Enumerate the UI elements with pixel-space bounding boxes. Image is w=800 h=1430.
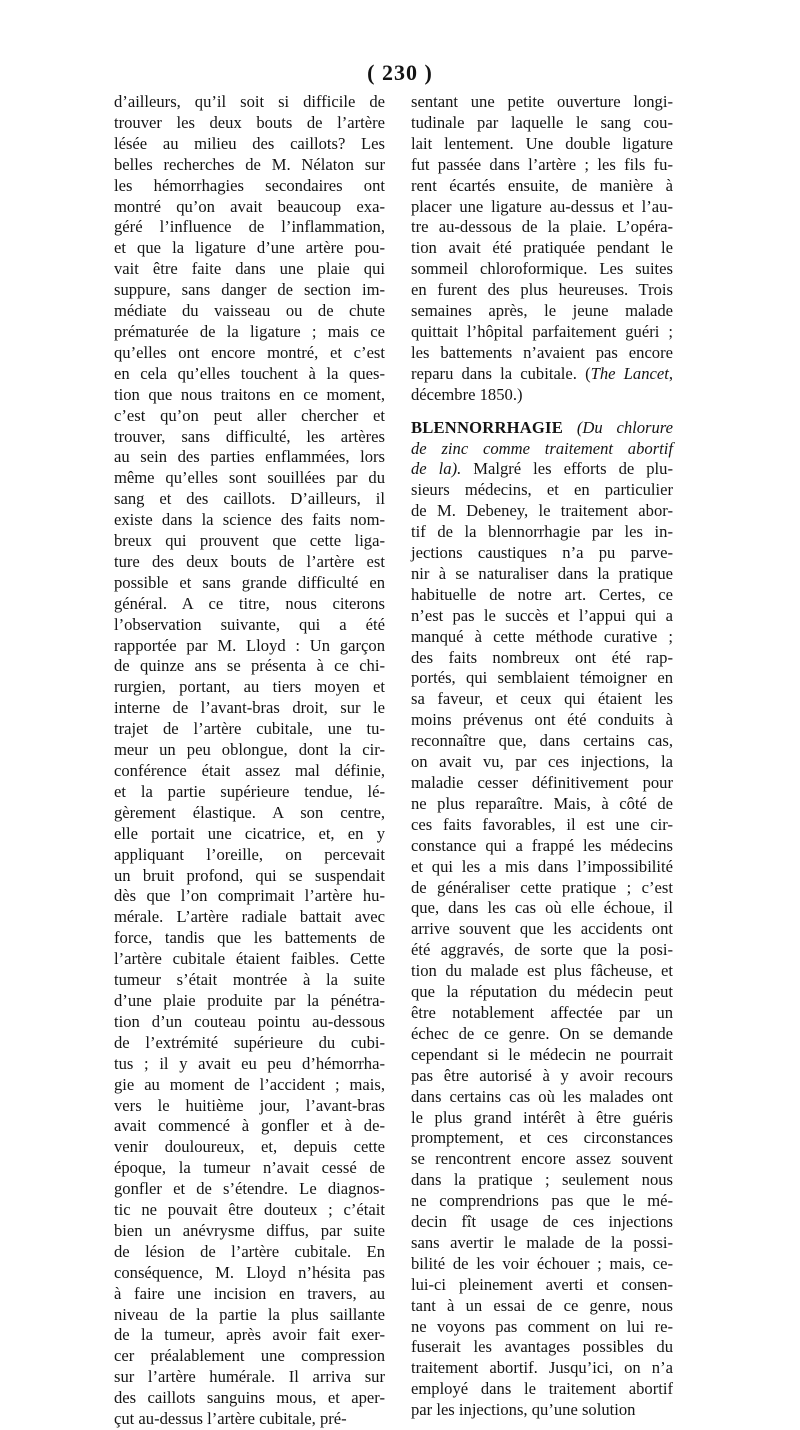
text-line: interne de l’avant-bras droit, sur le bbox=[114, 698, 385, 718]
text-line: fut passée dans l’artère ; les fils fu- bbox=[411, 154, 673, 174]
text-line: conférence était assez mal définie, bbox=[114, 761, 385, 780]
text-line: appliquant l’oreille, on percevait bbox=[114, 844, 385, 864]
text-line: vers le huitième jour, l’avant-bras bbox=[114, 1095, 385, 1115]
text-line: placer une ligature au-dessus et l’au- bbox=[411, 196, 673, 216]
text-line: des caillots sanguins mous, et aper- bbox=[114, 1388, 385, 1408]
text-line: à faire une incision en travers, au bbox=[114, 1283, 385, 1303]
text-line: tion que nous traitons en ce moment, bbox=[114, 384, 385, 404]
text-line: on avait vu, par ces injections, la bbox=[411, 752, 673, 772]
text-line: maladie cesser définitivement pour bbox=[411, 773, 673, 792]
right-column bbox=[411, 92, 673, 1421]
text-line: tumeur s’était montrée à la suite bbox=[114, 970, 385, 990]
text-line: lait lentement. Une double ligature bbox=[411, 133, 673, 153]
text-line: dans la pratique ; seulement nous bbox=[411, 1170, 673, 1190]
text-line: et qui les a mis dans l’impossibilité bbox=[411, 856, 673, 876]
text-line: n’est pas le succès et l’appui qui a bbox=[411, 605, 673, 625]
text-line: tion d’un couteau pointu au-dessous bbox=[114, 1011, 385, 1031]
text-line: cependant si le médecin ne pourrait bbox=[411, 1044, 673, 1064]
text-line: gonfler et de s’étendre. Le diagnos- bbox=[114, 1179, 385, 1199]
text-line: d’ailleurs, qu’il soit si difficile de bbox=[114, 92, 385, 111]
text-line: que la réputation du médecin peut bbox=[411, 982, 673, 1002]
text-line: nir à se naturaliser dans la pratique bbox=[411, 563, 673, 583]
text-line: prématurée de la ligature ; mais ce bbox=[114, 321, 385, 341]
text-line: médiate du vaisseau ou de chute bbox=[114, 301, 385, 321]
text-line: cer préalablement une compression bbox=[114, 1346, 385, 1366]
text-line: reconnaître que, dans certains cas, bbox=[411, 731, 673, 751]
text-line: bilité de les voir échouer ; mais, ce- bbox=[411, 1253, 673, 1273]
text-line: tion avait été pratiquée pendant le bbox=[411, 238, 673, 258]
text-line: rapportée par M. Lloyd : Un garçon bbox=[114, 635, 385, 655]
text-line: et la partie supérieure tendue, lé- bbox=[114, 781, 385, 801]
text-line: montré qu’on avait beaucoup exa- bbox=[114, 196, 385, 216]
right-column-top-text bbox=[411, 92, 673, 406]
text-line: rent écartés ensuite, de manière à bbox=[411, 175, 673, 195]
text-line: sentant une petite ouverture longi- bbox=[411, 92, 673, 111]
text-line: breux qui prouvent que cette liga- bbox=[114, 531, 385, 551]
text-line: fuserait les avantages possibles du bbox=[411, 1337, 673, 1357]
text-line: belles recherches de M. Nélaton sur bbox=[114, 154, 385, 174]
text-line: force, tandis que les battements de bbox=[114, 928, 385, 948]
text-line: avait commencé à gonfler et à de- bbox=[114, 1116, 385, 1136]
text-line: ture des deux bouts de l’artère est bbox=[114, 551, 385, 571]
text-line: de M. Debeney, le traitement abor- bbox=[411, 501, 673, 521]
text-line: employé dans le traitement abortif bbox=[411, 1379, 673, 1399]
text-line: que, dans les cas où elle échoue, il bbox=[411, 898, 673, 918]
text-line: quittait l’hôpital parfaitement guéri ; bbox=[411, 321, 673, 341]
text-line: reparu dans la cubitale. (The Lancet, bbox=[411, 363, 673, 383]
text-line: meur un peu oblongue, dont la cir- bbox=[114, 740, 385, 760]
text-line: se rencontrent encore assez souvent bbox=[411, 1149, 673, 1169]
text-line: tic ne pouvait être douteux ; c’était bbox=[114, 1200, 385, 1220]
text-line: existe dans la science des faits nom- bbox=[114, 510, 385, 530]
text-line: tion du malade est plus fâcheuse, et bbox=[411, 961, 673, 981]
text-line: ne plus reparaître. Mais, à côté de bbox=[411, 793, 673, 813]
text-line: l’artère cubitale étaient faibles. Cette bbox=[114, 949, 385, 969]
section-heading-subtitle-2: de zinc comme traitement abortif bbox=[411, 438, 673, 458]
text-line: trouver les deux bouts de l’artère bbox=[114, 112, 385, 132]
text-line: jections caustiques n’a pu parve- bbox=[411, 543, 673, 563]
text-line: habituelle de notre art. Certes, ce bbox=[411, 584, 673, 604]
text-line: conséquence, M. Lloyd n’hésita pas bbox=[114, 1262, 385, 1282]
text-line: manqué à cette méthode curative ; bbox=[411, 626, 673, 646]
text-line: géré l’influence de l’inflammation, bbox=[114, 217, 385, 237]
text-line: decin fît usage de ces injections bbox=[411, 1212, 673, 1232]
text-line: trouver, sans difficulté, les artères bbox=[114, 426, 385, 446]
text-line: tif de la blennorrhagie par les in- bbox=[411, 522, 673, 542]
text-line: l’observation suivante, qui a été bbox=[114, 614, 385, 634]
text-line: lésée au milieu des caillots? Les bbox=[114, 133, 385, 153]
text-line: promptement, et ces circonstances bbox=[411, 1128, 673, 1148]
text-line: vait être faite dans une plaie qui bbox=[114, 259, 385, 279]
section-heading-subtitle-3-line bbox=[411, 459, 673, 480]
text-line: tus ; il y avait eu peu d’hémorrha- bbox=[114, 1053, 385, 1073]
text-line: semaines après, le jeune malade bbox=[411, 301, 673, 321]
text-line: dans certains cas où les malades ont bbox=[411, 1086, 673, 1106]
section-heading-subtitle-1: (Du chlorure bbox=[576, 417, 673, 437]
text-line: sans avertir le malade de la possi- bbox=[411, 1232, 673, 1252]
text-line: trajet de l’artère cubitale, une tu- bbox=[114, 719, 385, 739]
text-line: d’une plaie produite par la pénétra- bbox=[114, 990, 385, 1010]
text-line: çut au-dessus l’artère cubitale, pré- bbox=[114, 1409, 347, 1429]
text-line: été aggravés, de sorte que la posi- bbox=[411, 940, 673, 960]
text-line: tant à un essai de ce genre, nous bbox=[411, 1295, 673, 1315]
text-line: bien un anévrysme diffus, par suite bbox=[114, 1220, 385, 1240]
text-line: sur l’artère humérale. Il arriva sur bbox=[114, 1367, 385, 1387]
text-line: qu’elles ont encore montré, et c’est bbox=[114, 342, 385, 362]
text-line: gie au moment de l’accident ; mais, bbox=[114, 1074, 385, 1094]
text-line: tudinale par laquelle le sang cou- bbox=[411, 112, 673, 132]
text-line: niveau de la partie la plus saillante bbox=[114, 1304, 385, 1324]
text-line: époque, la tumeur n’avait cessé de bbox=[114, 1158, 385, 1178]
right-column-bottom-text bbox=[411, 480, 673, 1421]
text-line: sang et des caillots. D’ailleurs, il bbox=[114, 489, 385, 509]
text-line: tre au-dessous de la plaie. L’opéra- bbox=[411, 217, 673, 237]
text-line: en cela qu’elles touchent à la ques- bbox=[114, 363, 385, 383]
text-line: ne comprendrions pas que le mé- bbox=[411, 1191, 673, 1211]
text-line: ces faits favorables, il est une cir- bbox=[411, 814, 673, 834]
text-line: un bruit profond, qui se suspendait bbox=[114, 865, 385, 885]
text-line: les hémorrhagies secondaires ont bbox=[114, 175, 385, 195]
text-line: décembre 1850.) bbox=[411, 384, 523, 404]
text-line: pas être autorisé à y avoir recours bbox=[411, 1065, 673, 1085]
text-line: ne voyons pas comment on lui re- bbox=[411, 1316, 673, 1336]
text-line: de la tumeur, après avoir fait exer- bbox=[114, 1325, 385, 1345]
text-line: de quinze ans se présenta à ce chi- bbox=[114, 656, 385, 676]
text-line: venir douloureux, et, depuis cette bbox=[114, 1137, 385, 1157]
text-line: échec de ce genre. On se demande bbox=[411, 1023, 673, 1043]
text-line: elle portait une cicatrice, et, en y bbox=[114, 823, 385, 843]
section-first-text: Malgré les efforts de plu- bbox=[461, 459, 673, 479]
text-line: de l’extrémité supérieure du cubi- bbox=[114, 1032, 385, 1052]
text-line: arrive souvent que les accidents ont bbox=[411, 919, 673, 939]
section-heading-subtitle-3: de la). bbox=[411, 459, 462, 479]
text-line: portés, qui semblaient témoigner en bbox=[411, 668, 673, 688]
text-line: de lésion de l’artère cubitale. En bbox=[114, 1241, 385, 1261]
text-line: par les injections, qu’une solution bbox=[411, 1400, 636, 1420]
text-line: être notablement affectée par un bbox=[411, 1002, 673, 1022]
text-line: possible et sans grande difficulté en bbox=[114, 572, 385, 592]
text-line: c’est qu’on peut aller chercher et bbox=[114, 405, 385, 425]
text-line: au sein des parties enflammées, lors bbox=[114, 447, 385, 467]
text-line: rurgien, portant, au tiers moyen et bbox=[114, 677, 385, 697]
text-line: le plus grand intérêt à être guéris bbox=[411, 1107, 673, 1127]
text-line: même qu’elles sont souillées par du bbox=[114, 468, 385, 488]
section-heading-line bbox=[411, 418, 673, 439]
text-line: les battements n’avaient pas encore bbox=[411, 342, 673, 362]
section-heading-title: BLENNORRHAGIE bbox=[411, 417, 563, 437]
text-line: et que la ligature d’une artère pou- bbox=[114, 238, 385, 258]
text-line: suppure, sans danger de section im- bbox=[114, 280, 385, 300]
text-line: gèrement élastique. A son centre, bbox=[114, 802, 385, 822]
text-line: dès que l’on comprimait l’artère hu- bbox=[114, 886, 385, 906]
text-line: constance qui a frappé les médecins bbox=[411, 835, 673, 855]
left-column bbox=[114, 92, 385, 1430]
text-line: mérale. L’artère radiale battait avec bbox=[114, 907, 385, 927]
text-line: de généraliser cette pratique ; c’est bbox=[411, 877, 673, 897]
text-line: sommeil chloroformique. Les suites bbox=[411, 259, 673, 279]
citation-title: The Lancet bbox=[590, 363, 669, 383]
page-number: ( 230 ) bbox=[367, 60, 433, 85]
text-line: sa faveur, et ceux qui étaient les bbox=[411, 689, 673, 709]
text-line: moins prévenus ont été conduits à bbox=[411, 710, 673, 730]
text-line: traitement abortif. Jusqu’ici, on n’a bbox=[411, 1358, 673, 1378]
text-line: général. A ce titre, nous citerons bbox=[114, 593, 385, 613]
text-line: en furent des plus heureuses. Trois bbox=[411, 280, 673, 300]
text-line: des faits nombreux ont été rap- bbox=[411, 647, 673, 667]
section-gap bbox=[411, 406, 673, 418]
text-line: lui-ci pleinement averti et consen- bbox=[411, 1274, 673, 1294]
text-line: sieurs médecins, et en particulier bbox=[411, 480, 673, 500]
